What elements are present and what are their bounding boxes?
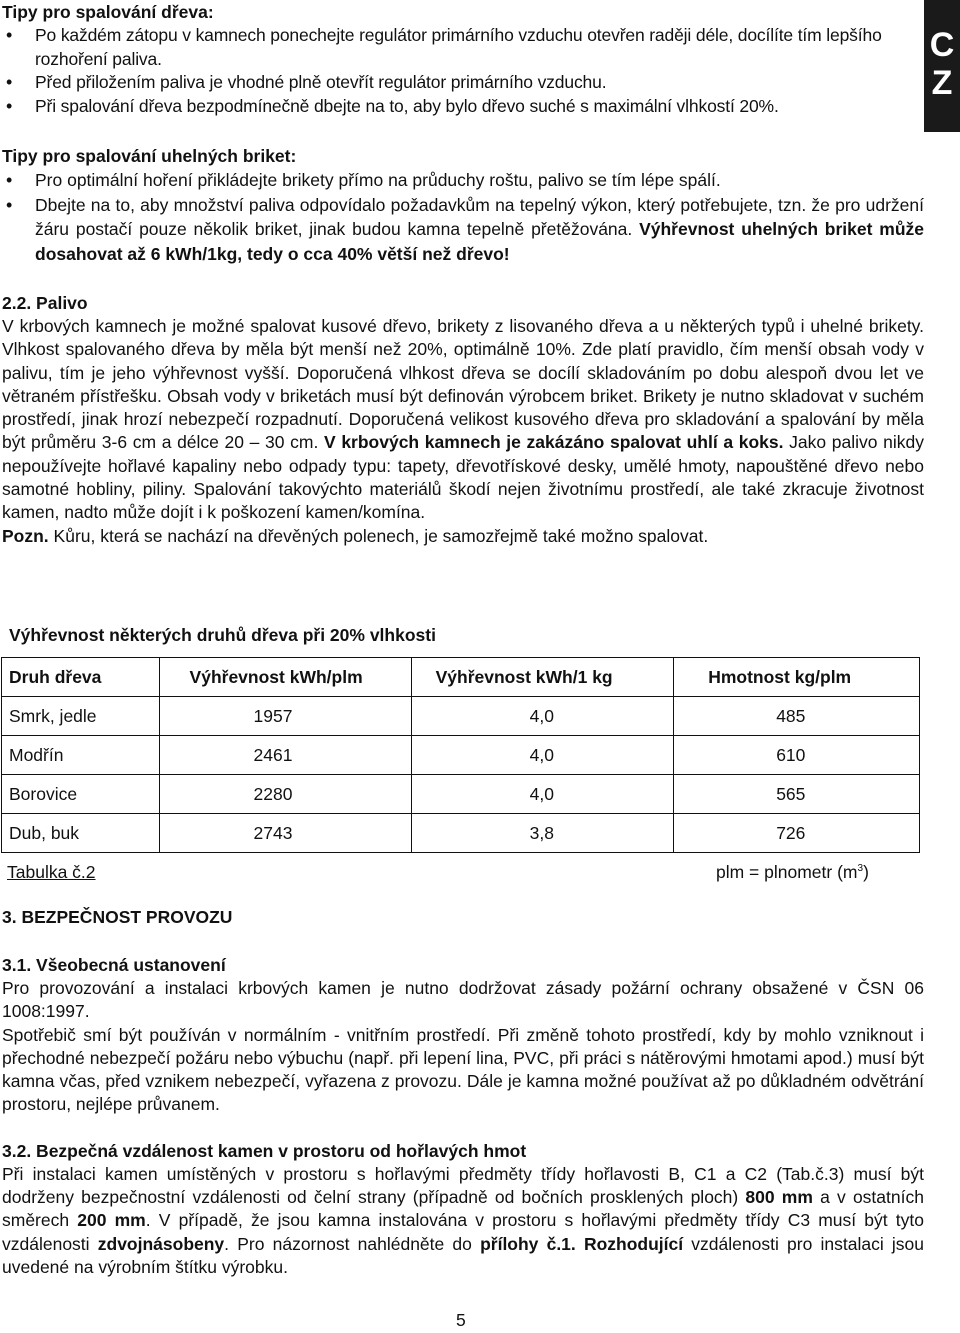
text-span: vzdálenosti pro instalaci jsou uvedené na výrobním štítku výrobku. <box>2 1233 924 1277</box>
wood-tips-section <box>2 0 920 118</box>
table-header-row <box>2 658 920 697</box>
safety-heading: 3. BEZPEČNOST PROVOZU <box>2 907 233 927</box>
unit-superscript: 3 <box>857 863 864 875</box>
wood-tips-list <box>2 24 920 118</box>
doubled-text: zdvojnásobeny <box>97 1233 225 1254</box>
note-text: Kůru, která se nachází na dřevěných polenech, je samozřejmě také možno spalovat. <box>53 525 709 546</box>
table-row <box>2 775 920 814</box>
table-cell: 4,0 <box>411 775 674 814</box>
table-cell: 3,8 <box>411 814 674 853</box>
column-header: Hmotnost kg/plm <box>674 658 920 697</box>
column-header: Výhřevnost kWh/1 kg <box>411 658 674 697</box>
general-provisions-heading: 3.1. Všeobecná ustanovení <box>2 955 226 975</box>
general-provisions-p1: Pro provozování a instalaci krbových kamen je nutno dodržovat zásady požární ochrany obsažené v ČSN 06 1008:1997. <box>2 978 924 1022</box>
wood-tips-heading: Tipy pro spalování dřeva: <box>2 2 214 22</box>
table-cell: 2280 <box>159 775 411 814</box>
general-provisions-p2: Spotřebič smí být používán v normálním - vnitřním prostředí. Při změně tohoto prostředí, kdy by mohlo vzniknout i přechodné nebezpečí požáru nebo výbuchu (např. při lepení lina, PVC, při práci s nátěrovými hmotami apod.) musí být kamna včas, před vznikem nebezpečí, vyřazena z provozu. Dále je kamna možné používat až po důkladném odvětrání prostoru, nejlépe průvanem. <box>2 1024 924 1115</box>
briquette-tips-heading: Tipy pro spalování uhelných briket: <box>2 146 297 166</box>
list-item: • Pro optimální hoření přikládejte brikety přímo na průduchy roštu, palivo se tím lépe spálí. <box>2 168 924 193</box>
table-cell: 1957 <box>159 697 411 736</box>
column-header: Druh dřeva <box>2 658 160 697</box>
fuel-ban-text: V krbových kamnech je zakázáno spalovat uhlí a koks. <box>324 432 784 453</box>
language-tab <box>924 0 960 132</box>
table-cell: 565 <box>674 775 920 814</box>
table-title: Výhřevnost některých druhů dřeva při 20% vlhkosti <box>9 625 436 645</box>
unit-text: plm = plnometr (m <box>716 862 858 882</box>
table-cell: Borovice <box>2 775 160 814</box>
text-span: a v ostatních směrech <box>2 1187 924 1231</box>
unit-note <box>716 862 869 883</box>
fuel-note <box>2 525 924 548</box>
briquette-tips-list <box>2 168 924 266</box>
page-number: 5 <box>456 1310 466 1330</box>
fuel-heading: 2.2. Palivo <box>2 293 88 313</box>
text-span: Při instalaci kamen umístěných v prostoru s hořlavými předměty třídy hořlavosti B, C1 a C2 (Tab.č.3) musí být dodrženy bezpečnostní vzdálenosti od čelní strany (případně od bočních prosklených ploch) <box>2 1163 924 1208</box>
list-item-text: Dbejte na to, aby množství paliva odpovídalo požadavkům na tepelný výkon, který potřebujete, tzn. že pro udržení žáru postačí pouze několik briket, jinak budou kamna tepelně přetěžována. <box>35 194 924 239</box>
briquette-heat-note: Výhřevnost uhelných briket může dosahovat až 6 kWh/1kg, tedy o cca 40% větší než dřevo! <box>35 219 924 264</box>
table-row <box>2 814 920 853</box>
wood-heat-table <box>1 657 920 853</box>
table-cell: 4,0 <box>411 697 674 736</box>
fuel-paragraph <box>2 315 924 525</box>
note-label: Pozn. <box>2 525 49 546</box>
table-caption: Tabulka č.2 <box>7 862 96 882</box>
distance-front: 800 mm <box>745 1187 813 1208</box>
language-letter: C <box>929 26 955 64</box>
text-span: . Pro názornost nahlédněte do <box>224 1233 472 1254</box>
table-row <box>2 736 920 775</box>
table-cell: 485 <box>674 697 920 736</box>
safe-distance-paragraph <box>2 1163 924 1279</box>
table-cell: Modřín <box>2 736 160 775</box>
list-item: • Po každém zátopu v kamnech ponechejte regulátor primárního vzduchu otevřen raději déle, docílíte tím lepšího rozhoření paliva. <box>2 24 920 71</box>
table-cell: 4,0 <box>411 736 674 775</box>
table-cell: 610 <box>674 736 920 775</box>
text-span: . V případě, že jsou kamna instalována v prostoru s hořlavými předměty třídy C3 musí být tyto vzdálenosti <box>2 1210 924 1254</box>
safety-section <box>2 905 924 1279</box>
table-cell: Dub, buk <box>2 814 160 853</box>
table-cell: 2461 <box>159 736 411 775</box>
fuel-section <box>2 291 924 548</box>
table-cell: Smrk, jedle <box>2 697 160 736</box>
table-row <box>2 697 920 736</box>
list-item: • Před přiložením paliva je vhodné plně otevřít regulátor primárního vzduchu. <box>2 71 920 95</box>
distance-other: 200 mm <box>77 1210 146 1231</box>
language-letter: Z <box>931 64 953 102</box>
appendix-ref: přílohy č.1. Rozhodující <box>480 1233 684 1254</box>
table-cell: 726 <box>674 814 920 853</box>
list-item <box>2 193 924 267</box>
safe-distance-heading: 3.2. Bezpečná vzdálenost kamen v prostoru od hořlavých hmot <box>2 1140 527 1161</box>
unit-close: ) <box>863 862 869 882</box>
fuel-text: V krbových kamnech je možné spalovat kusové dřevo, brikety z lisovaného dřeva a u některých typů i uhelné brikety. Vlhkost spalovaného dřeva by měla být menší než 20%, optimálně 10%. Zde platí pravidlo, čím menší obsah vody v palivu, tím je jeho výhřevnost vyšší. Doporučená vlhkost dřeva se docílí skladováním po dobu alespoň dvou let ve větraném přístřešku. Obsah vody v briketách musí být definován výrobcem briket. Brikety je nutno skladovat v suchém prostředí, jinak hrozí nebezpečí rozpadnutí. Doporučená velikost kusového dřeva pro skladování a spalování by měla být průměru 3-6 cm a délce 20 – 30 cm. <box>2 316 924 453</box>
column-header: Výhřevnost kWh/plm <box>159 658 411 697</box>
fuel-text-rest: Jako palivo nikdy nepoužívejte hořlavé kapaliny nebo odpady typu: tapety, dřevotřískové desky, umělé hmoty, napouštěné dřevo nebo samotné hobliny, piliny. Spalování takovýchto materiálů škodí nejen životnímu prostředí, ale také zkracuje životnost kamen, nadto může dojít i k poškození kamen/komína. <box>2 432 924 523</box>
briquette-tips-section <box>2 144 924 266</box>
table-cell: 2743 <box>159 814 411 853</box>
list-item: • Při spalování dřeva bezpodmínečně dbejte na to, aby bylo dřevo suché s maximální vlhkostí 20%. <box>2 95 920 119</box>
